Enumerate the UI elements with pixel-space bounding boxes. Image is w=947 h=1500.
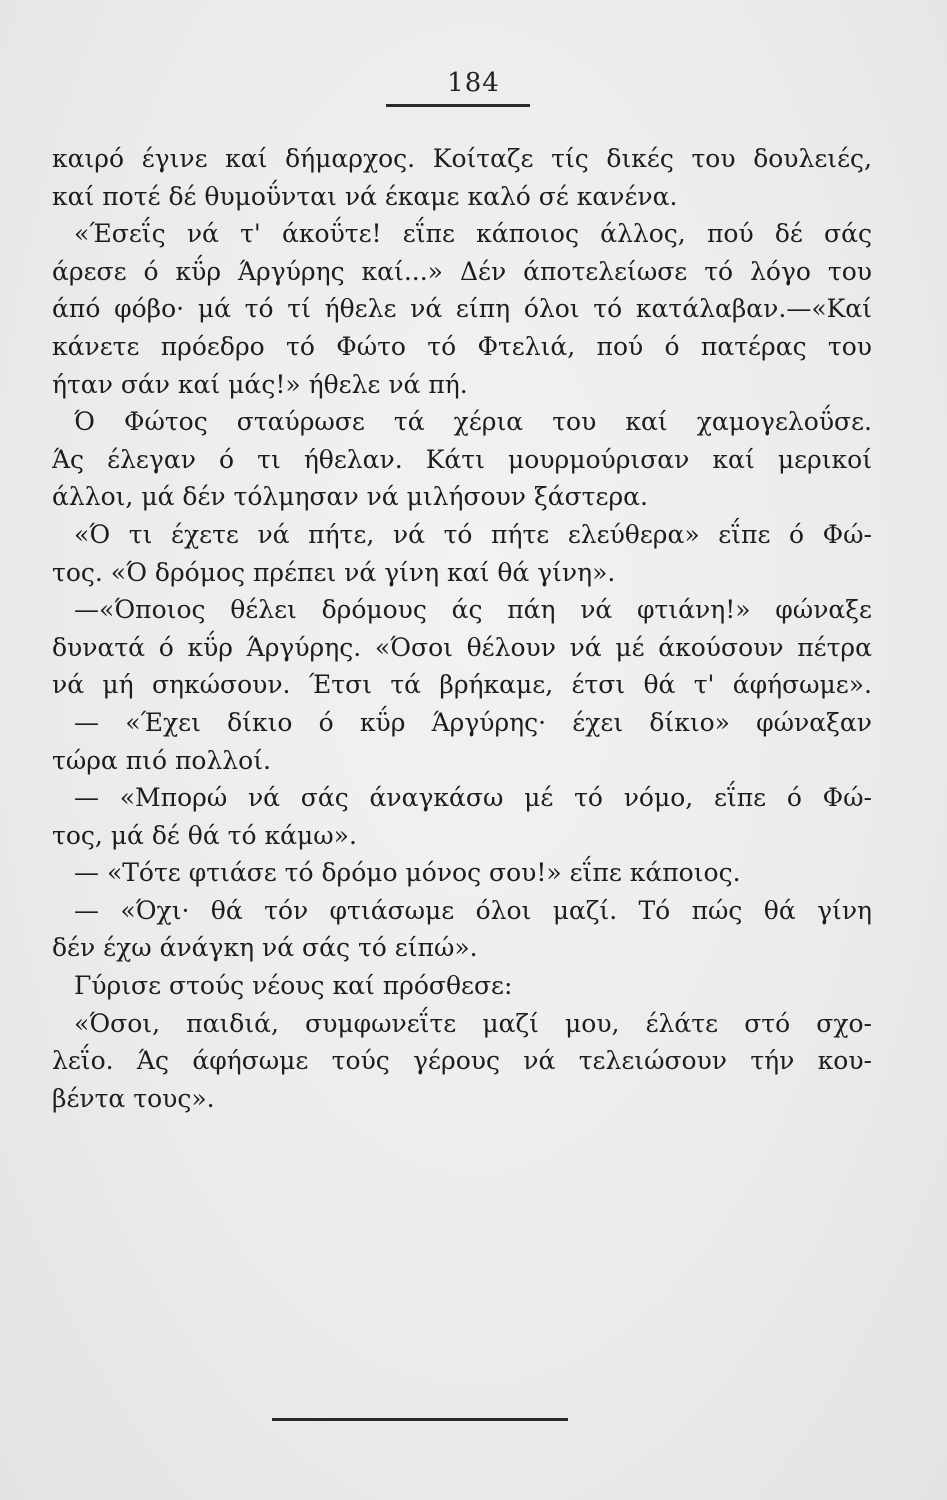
text-line: — «Έχει δίκιο ό κΰρ Άργύρης· έχει δίκιο» φώναξαν: [74, 707, 872, 737]
text-line: δέν έχω άνάγκη νά σάς τό είπώ».: [52, 933, 478, 963]
text-line: — «Όχι· θά τόν φτιάσωμε όλοι μαζί. Τό πώς θά γίνη: [74, 895, 872, 925]
text-line: ήταν σάν καί μάς!» ήθελε νά πή.: [52, 369, 468, 399]
text-line: λεΐο. Άς άφήσωμε τούς γέρους νά τελειώσουν τήν κου-: [52, 1046, 872, 1076]
text-line: καιρό έγινε καί δήμαρχος. Κοίταζε τίς δικές του δουλειές,: [52, 144, 872, 173]
text-line: «Έσεΐς νά τ' άκοΰτε! εΐπε κάποιος άλλος, πού δέ σάς: [74, 219, 872, 249]
text-line: Άς έλεγαν ό τι ήθελαν. Κάτι μουρμούρισαν καί μερικοί: [52, 444, 872, 474]
text-line: δυνατά ό κΰρ Άργύρης. «Όσοι θέλουν νά μέ άκούσουν πέτρα: [52, 632, 872, 662]
text-line: Γύρισε στούς νέους καί πρόσθεσε:: [74, 971, 513, 1001]
text-line: άπό φόβο· μά τό τί ήθελε νά είπη όλοι τό κατάλαβαν.—«Καί: [52, 294, 872, 324]
text-line: καί ποτέ δέ θυμοΰνται νά έκαμε καλό σέ κανένα.: [52, 181, 678, 211]
text-line: τώρα πιό πολλοί.: [52, 745, 271, 775]
text-line: τος. «Ό δρόμος πρέπει νά γίνη καί θά γίνη».: [52, 557, 616, 587]
text-line: —«Όποιος θέλει δρόμους άς πάη νά φτιάνη!» φώναξε: [74, 595, 872, 625]
text-line: βέντα τους».: [52, 1083, 215, 1113]
text-line: κάνετε πρόεδρο τό Φώτο τό Φτελιά, πού ό πατέρας του: [52, 331, 872, 361]
text-line: τος, μά δέ θά τό κάμω».: [52, 820, 357, 850]
text-line: Ό Φώτος σταύρωσε τά χέρια του καί χαμογελοΰσε.: [74, 407, 872, 437]
text-line: «Όσοι, παιδιά, συμφωνεΐτε μαζί μου, έλάτε στό σχο-: [74, 1008, 872, 1038]
text-line: — «Μπορώ νά σάς άναγκάσω μέ τό νόμο, εΐπε ό Φώ-: [74, 783, 872, 813]
text-line: άρεσε ό κΰρ Άργύρης καί...» Δέν άποτελείωσε τό λόγο του: [52, 256, 872, 286]
header-rule: [386, 104, 530, 107]
end-rule: [272, 1418, 568, 1421]
text-line: άλλοι, μά δέν τόλμησαν νά μιλήσουν ξάστερα.: [52, 482, 648, 512]
body-text: [52, 140, 872, 1117]
text-line: νά μή σηκώσουν. Έτσι τά βρήκαμε, έτσι θά τ' άφήσωμε».: [52, 670, 872, 700]
text-line: — «Τότε φτιάσε τό δρόμο μόνος σου!» εΐπε κάποιος.: [74, 858, 741, 888]
page-number: 184: [447, 68, 500, 98]
text-line: «Ό τι έχετε νά πήτε, νά τό πήτε ελεύθερα» εΐπε ό Φώ-: [74, 519, 872, 549]
